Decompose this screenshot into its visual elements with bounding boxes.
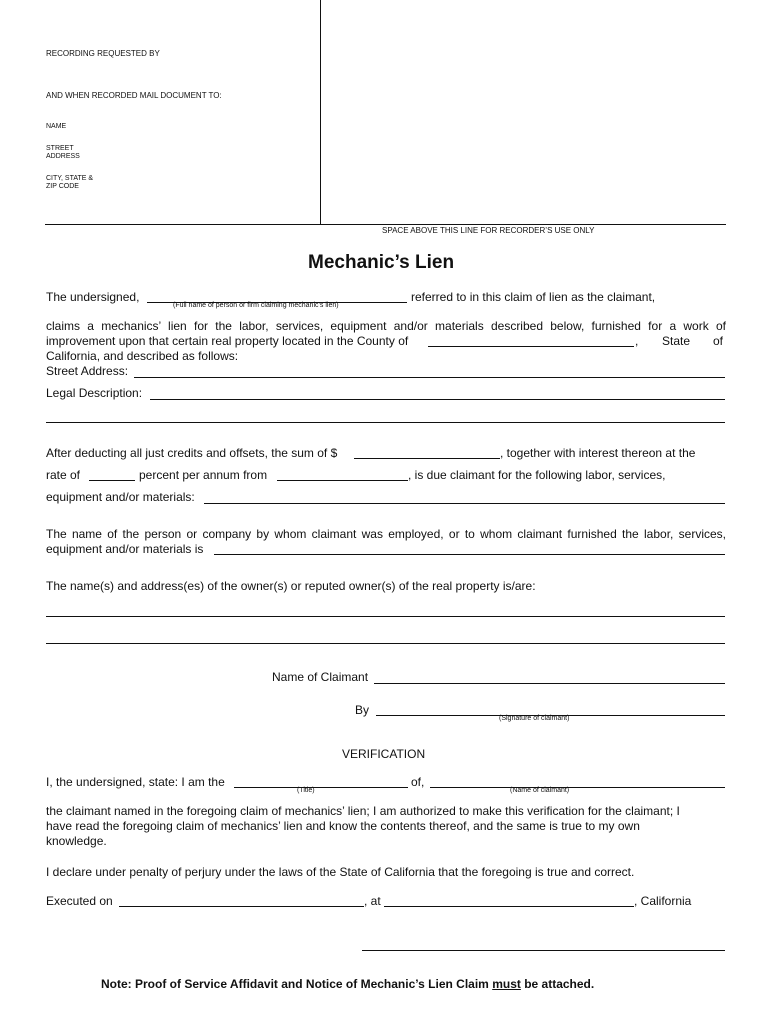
executed-place-field[interactable] bbox=[384, 893, 634, 907]
executed-on-label: Executed on bbox=[46, 894, 113, 908]
city-state-label: CITY, STATE & bbox=[46, 175, 94, 182]
name-of-claimant-label: Name of Claimant bbox=[272, 670, 369, 684]
undersigned-label: The undersigned, bbox=[46, 290, 140, 304]
executed-date-field[interactable] bbox=[119, 893, 364, 907]
verification-signature-line[interactable] bbox=[362, 950, 725, 951]
recording-requested-by: RECORDING REQUESTED BY bbox=[46, 49, 160, 58]
street-label: STREET bbox=[46, 145, 74, 152]
owners-label: The name(s) and address(es) of the owner(s) or reputed owner(s) of the real property is/are: bbox=[46, 579, 536, 593]
county-intro: improvement upon that certain real property located in the County of bbox=[46, 334, 409, 348]
name-label: NAME bbox=[46, 123, 67, 130]
name-of-claimant-field[interactable] bbox=[374, 670, 725, 684]
note-must: must bbox=[492, 977, 521, 991]
verification-para-line-3: knowledge. bbox=[46, 834, 107, 848]
verification-heading: VERIFICATION bbox=[342, 747, 426, 761]
claimant-full-name-field[interactable] bbox=[147, 289, 407, 303]
interest-text: , together with interest thereon at the bbox=[500, 446, 696, 460]
california-described: California, and described as follows: bbox=[46, 349, 239, 363]
state-label: State bbox=[662, 334, 691, 348]
recorder-line bbox=[45, 224, 726, 225]
street-address-label: Street Address: bbox=[46, 364, 129, 378]
equipment-materials-label: equipment and/or materials: bbox=[46, 490, 195, 504]
claimant-name-verification-caption: (Name of claimant) bbox=[510, 787, 570, 794]
by-label: By bbox=[355, 703, 370, 717]
signature-field[interactable] bbox=[376, 702, 725, 716]
verification-state-label: I, the undersigned, state: I am the bbox=[46, 775, 225, 789]
signature-caption: (Signature of claimant) bbox=[499, 715, 570, 722]
legal-description-field[interactable] bbox=[150, 386, 725, 400]
owners-line-2[interactable] bbox=[46, 643, 725, 644]
recorder-use-note: SPACE ABOVE THIS LINE FOR RECORDER’S USE ONLY bbox=[382, 226, 595, 235]
sum-amount-field[interactable] bbox=[354, 445, 500, 459]
mail-document-to: AND WHEN RECORDED MAIL DOCUMENT TO: bbox=[46, 91, 222, 100]
verification-claimant-name-field[interactable] bbox=[430, 774, 725, 788]
note-suffix: be attached. bbox=[520, 977, 595, 991]
at-label: , at bbox=[364, 894, 381, 908]
header-divider-vertical bbox=[320, 0, 321, 224]
zip-code-label: ZIP CODE bbox=[46, 183, 79, 190]
perjury-declaration: I declare under penalty of perjury under the laws of the State of California that the foregoing is true and correct. bbox=[46, 865, 635, 879]
of-comma-label: of, bbox=[411, 775, 425, 789]
due-text: , is due claimant for the following labor, services, bbox=[408, 468, 666, 482]
california-label: , California bbox=[634, 894, 692, 908]
employer-field[interactable] bbox=[214, 541, 725, 555]
percent-label: percent per annum from bbox=[139, 468, 268, 482]
employer-line-1: The name of the person or company by whom claimant was employed, or to whom claimant furnished the labor, services, bbox=[46, 527, 726, 541]
employer-line-2: equipment and/or materials is bbox=[46, 542, 204, 556]
of-label: of bbox=[713, 334, 724, 348]
title-caption: (Title) bbox=[297, 787, 315, 794]
rate-field[interactable] bbox=[89, 467, 135, 481]
title-field[interactable] bbox=[234, 774, 408, 788]
verification-para-line-1: the claimant named in the foregoing claim of mechanics’ lien; I am authorized to make this verification for the claimant; I bbox=[46, 804, 680, 818]
legal-description-label: Legal Description: bbox=[46, 386, 143, 400]
rate-label: rate of bbox=[46, 468, 81, 482]
owners-line-1[interactable] bbox=[46, 616, 725, 617]
date-from-field[interactable] bbox=[277, 467, 408, 481]
sum-intro: After deducting all just credits and offsets, the sum of $ bbox=[46, 446, 338, 460]
address-label: ADDRESS bbox=[46, 153, 80, 160]
claimant-referred-text: referred to in this claim of lien as the claimant, bbox=[411, 290, 656, 304]
claimant-name-caption: (Full name of person or firm claiming mechanic’s lien) bbox=[173, 302, 339, 309]
note-prefix: Note: Proof of Service Affidavit and Notice of Mechanic’s Lien Claim bbox=[101, 977, 493, 991]
claims-line-1: claims a mechanics’ lien for the labor, services, equipment and/or materials described below, furnished for a work of bbox=[46, 319, 726, 333]
equipment-materials-field[interactable] bbox=[204, 490, 725, 504]
verification-para-line-2: have read the foregoing claim of mechanics’ lien and know the contents thereof, and the same is true to my own bbox=[46, 819, 640, 833]
legal-description-line-2[interactable] bbox=[46, 422, 725, 423]
attachment-note bbox=[101, 977, 594, 991]
county-comma: , bbox=[635, 334, 639, 348]
document-title: Mechanic’s Lien bbox=[308, 252, 455, 273]
street-address-field[interactable] bbox=[134, 364, 725, 378]
county-field[interactable] bbox=[428, 333, 634, 347]
